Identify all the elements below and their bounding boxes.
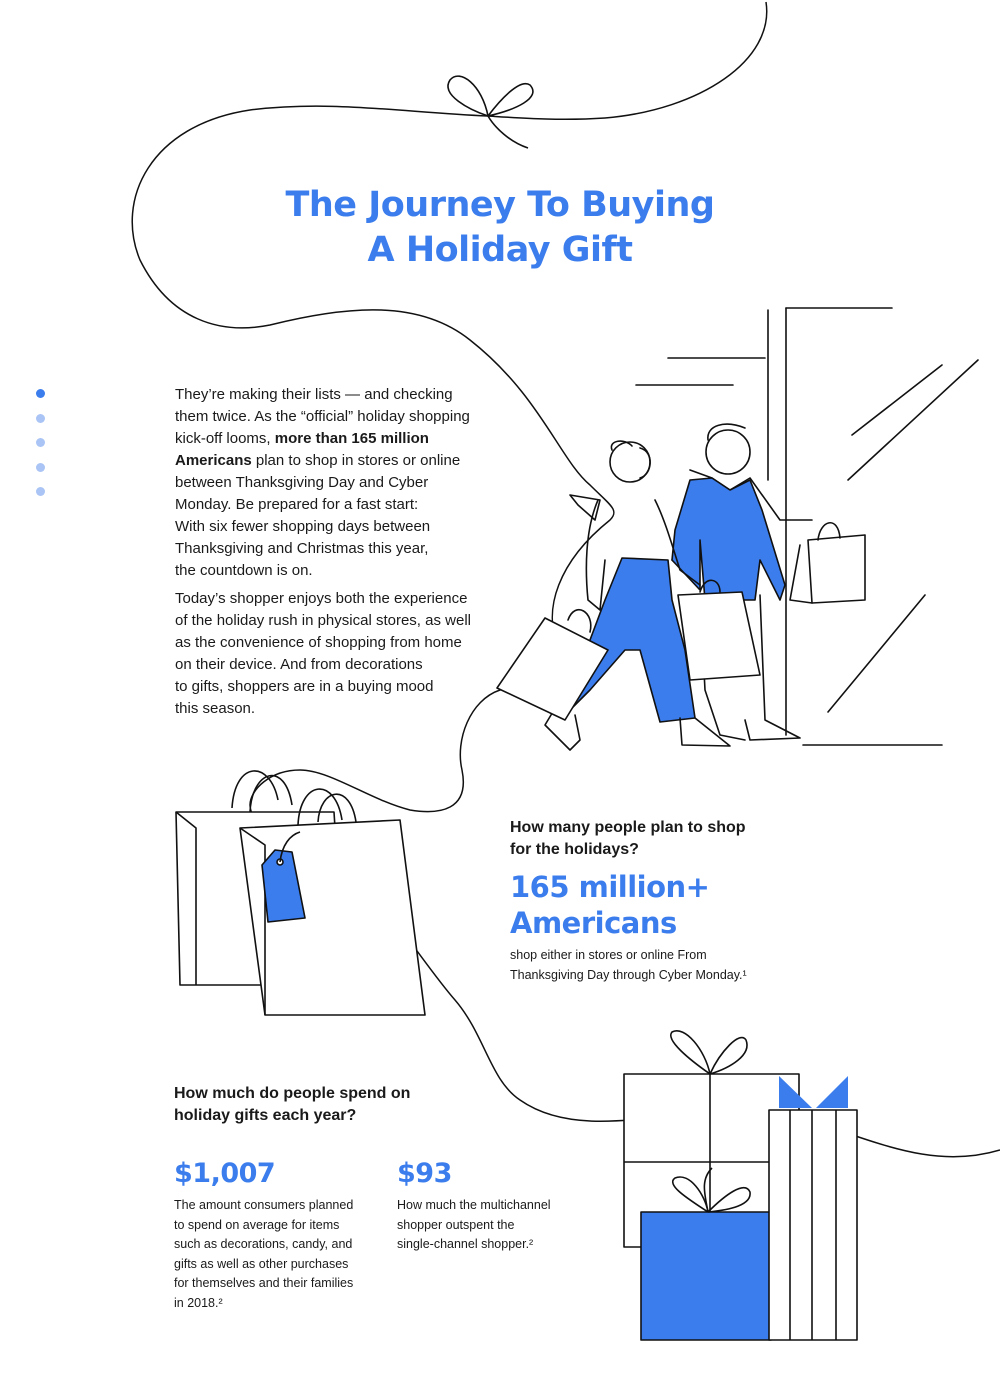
stat-multichannel-caption: [397, 1196, 551, 1255]
text-line: Thanksgiving and Christmas this year,: [175, 540, 429, 557]
text-line: the countdown is on.: [175, 562, 313, 579]
caption-line: to spend on average for items: [174, 1217, 340, 1232]
shoppers-illustration: [497, 308, 978, 750]
text-line: Monday. Be prepared for a fast start:: [175, 496, 419, 513]
stat-value-line: Americans: [510, 906, 677, 940]
question-line: for the holidays?: [510, 841, 639, 858]
caption-line: gifts as well as other purchases: [174, 1256, 349, 1271]
page-title-line2: A Holiday Gift: [367, 230, 633, 270]
stat-average-spend-caption: [174, 1196, 353, 1313]
text-line: Today’s shopper enjoys both the experience: [175, 590, 468, 607]
caption-line: shopper outspent the: [397, 1217, 515, 1232]
ribbon-bow-icon: [448, 76, 533, 148]
highlight-text: Americans: [175, 452, 252, 469]
question-line: How many people plan to shop: [510, 819, 746, 836]
page-title-line1: The Journey To Buying: [285, 185, 715, 225]
caption-line: for themselves and their families: [174, 1276, 354, 1290]
text-span: plan to shop in stores or online: [251, 452, 461, 469]
text-span: kick-off looms,: [175, 430, 275, 447]
intro-paragraph-1: [175, 384, 505, 582]
text-line: as the convenience of shopping from home: [175, 634, 462, 651]
stat-shoppers-caption: [510, 945, 747, 985]
question-line: holiday gifts each year?: [174, 1107, 357, 1124]
pagination-dot-3[interactable]: [36, 438, 45, 447]
caption-line: in 2018.²: [174, 1295, 223, 1310]
question-line: How much do people spend on: [174, 1085, 411, 1102]
pagination-dot-1[interactable]: [36, 389, 45, 398]
text-line: them twice. As the “official” holiday shopping: [175, 408, 470, 425]
caption-line: single-channel shopper.²: [397, 1237, 534, 1251]
stat-average-spend: $1,007: [174, 1158, 276, 1189]
text-line: on their device. And from decorations: [175, 656, 423, 673]
text-line: They’re making their lists — and checking: [175, 386, 453, 403]
stat-value-line: 165 million+: [510, 870, 710, 904]
pagination-dot-2[interactable]: [36, 414, 45, 423]
pagination-dot-4[interactable]: [36, 463, 45, 472]
page-title: [0, 183, 1000, 273]
intro-text: [175, 384, 505, 726]
text-line: to gifts, shoppers are in a buying mood: [175, 678, 434, 695]
stat-multichannel-spend: $93: [397, 1158, 452, 1189]
caption-line: How much the multichannel: [397, 1198, 551, 1212]
shopping-bags-icon: [176, 771, 425, 1015]
intro-paragraph-2: [175, 588, 505, 720]
question-spending: [174, 1083, 410, 1127]
man-coat: [672, 478, 785, 600]
text-line: [175, 450, 505, 472]
text-line: this season.: [175, 700, 256, 717]
text-line: between Thanksgiving Day and Cyber: [175, 474, 429, 491]
pagination-dot-5[interactable]: [36, 487, 45, 496]
text-line: With six fewer shopping days between: [175, 518, 431, 535]
question-shoppers: [510, 817, 746, 861]
text-line: of the holiday rush in physical stores, as well: [175, 612, 471, 629]
caption-line: The amount consumers planned: [174, 1198, 354, 1212]
stat-shoppers-count: [510, 869, 709, 941]
gift-boxes-icon: [624, 1031, 857, 1340]
caption-line: Thanksgiving Day through Cyber Monday.¹: [510, 968, 747, 982]
pagination-dots[interactable]: [36, 389, 45, 512]
highlight-text: more than 165 million: [274, 430, 429, 447]
text-line: [175, 428, 505, 450]
caption-line: shop either in stores or online From: [510, 948, 707, 962]
caption-line: such as decorations, candy, and: [174, 1237, 353, 1251]
